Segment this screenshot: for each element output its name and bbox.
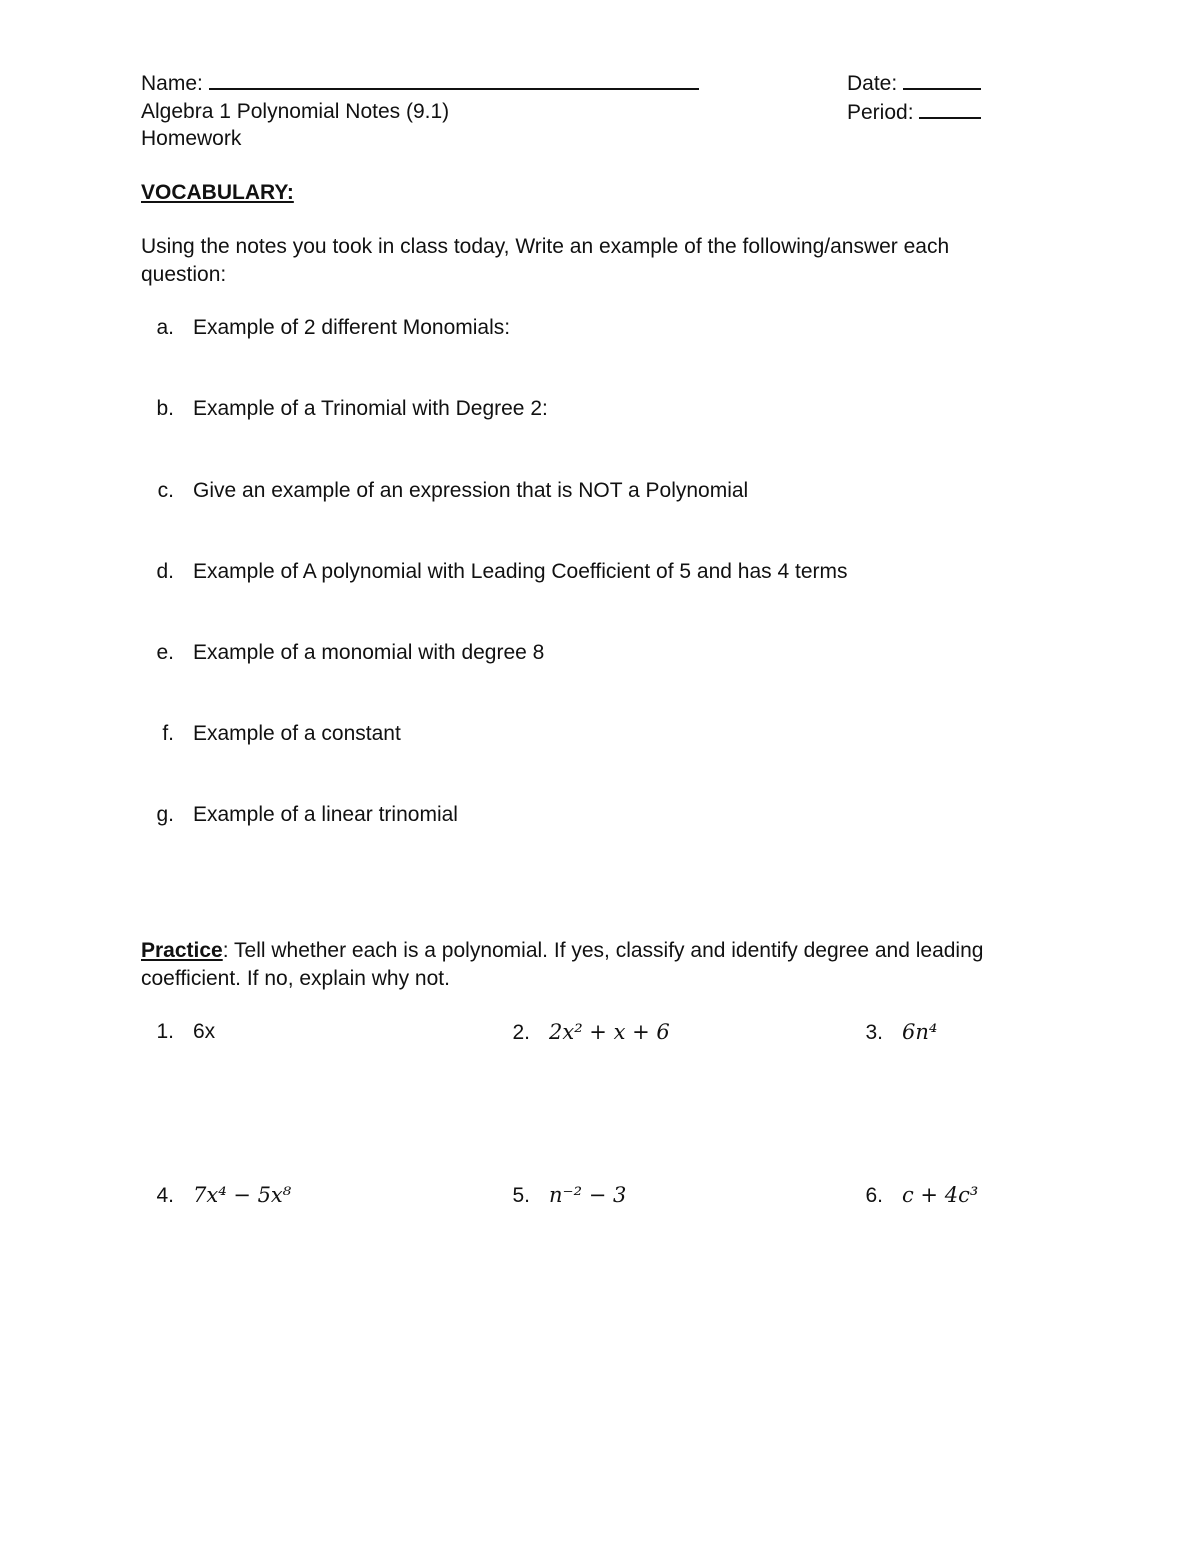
date-label: Date:: [847, 72, 898, 95]
vocab-marker: g.: [156, 803, 174, 826]
vocab-item-e: [141, 640, 544, 666]
vocab-text: Give an example of an expression that is NOT a Polynomial: [193, 479, 749, 502]
name-label: Name:: [141, 72, 203, 95]
name-line: [141, 70, 699, 97]
problem-number: 6.: [865, 1184, 883, 1207]
problem-1: [141, 1019, 215, 1045]
vocab-marker: a.: [156, 316, 174, 339]
vocab-text: Example of a Trinomial with Degree 2:: [193, 397, 548, 420]
date-blank[interactable]: [903, 70, 981, 90]
vocab-text: Example of a constant: [193, 722, 401, 745]
vocab-marker: c.: [157, 479, 174, 502]
vocab-item-g: [141, 802, 458, 828]
problem-number: 4.: [156, 1184, 174, 1207]
period-blank[interactable]: [919, 99, 981, 119]
problem-number: 3.: [865, 1021, 883, 1044]
vocab-marker: d.: [156, 560, 174, 583]
practice-instructions-line1: [141, 938, 983, 964]
problem-5: [497, 1182, 626, 1209]
problem-4: [141, 1182, 291, 1209]
vocab-item-a: [141, 315, 510, 341]
problem-number: 5.: [512, 1184, 530, 1207]
vocab-marker: b.: [156, 397, 174, 420]
practice-instructions-text: : Tell whether each is a polynomial. If yes, classify and identify degree and leading: [222, 939, 984, 962]
practice-instructions-line2: coefficient. If no, explain why not.: [141, 967, 450, 990]
problem-number: 1.: [156, 1020, 174, 1043]
vocab-text: Example of a monomial with degree 8: [193, 641, 545, 664]
problem-number: 2.: [512, 1021, 530, 1044]
vocab-text: Example of 2 different Monomials:: [193, 316, 511, 339]
vocab-item-d: [141, 559, 848, 585]
period-label: Period:: [847, 101, 914, 124]
vocab-item-c: [141, 478, 748, 504]
problem-expression: c + 4c³: [902, 1183, 979, 1207]
vocab-text: Example of a linear trinomial: [193, 803, 458, 826]
date-line: [847, 70, 981, 97]
vocab-text: Example of A polynomial with Leading Coefficient of 5 and has 4 terms: [193, 560, 848, 583]
name-blank[interactable]: [209, 70, 699, 90]
course-title: Algebra 1 Polynomial Notes (9.1): [141, 100, 450, 123]
vocab-marker: f.: [162, 722, 174, 745]
problem-2: [497, 1019, 670, 1046]
subtitle: Homework: [141, 127, 242, 150]
vocabulary-instructions-line1: Using the notes you took in class today, Write an example of the following/answer each: [141, 235, 950, 258]
vocab-marker: e.: [156, 641, 174, 664]
problem-expression: 2x² + x + 6: [549, 1020, 670, 1044]
vocabulary-heading: VOCABULARY:: [141, 181, 294, 204]
problem-expression: 7x⁴ − 5x⁸: [193, 1183, 292, 1207]
practice-heading: Practice: [141, 939, 223, 962]
problem-3: [850, 1019, 937, 1046]
vocabulary-instructions-line2: question:: [141, 263, 227, 286]
vocab-item-f: [141, 721, 401, 747]
problem-expression: 6x: [193, 1020, 216, 1043]
problem-expression: 6n⁴: [902, 1020, 938, 1044]
problem-expression: n⁻² − 3: [549, 1183, 627, 1207]
vocab-item-b: [141, 396, 548, 422]
problem-6: [850, 1182, 978, 1209]
period-line: [847, 99, 981, 126]
